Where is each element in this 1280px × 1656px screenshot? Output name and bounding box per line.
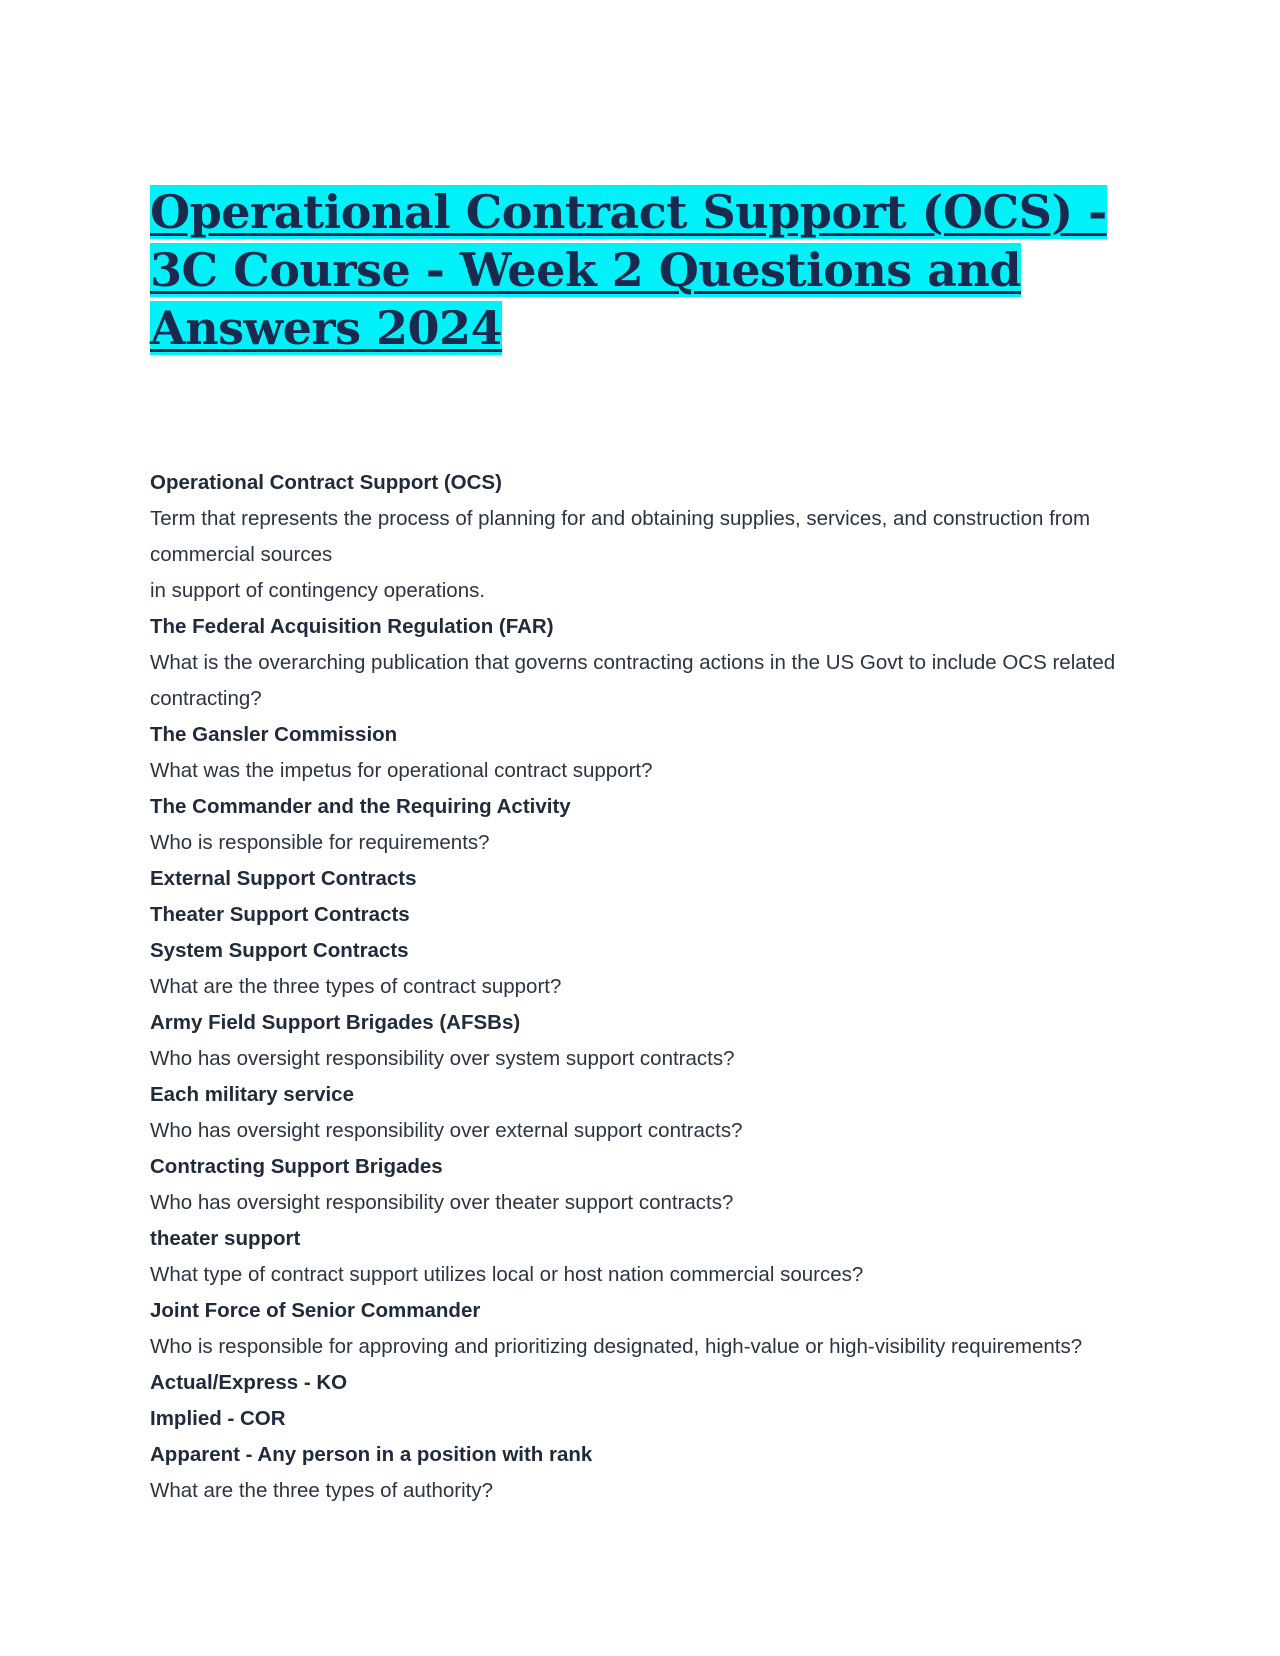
qa-list <box>150 465 1150 1509</box>
answer-line: Each military service <box>150 1083 354 1106</box>
question-line: Who has oversight responsibility over theater support contracts? <box>150 1191 734 1214</box>
question-line: Who has oversight responsibility over system support contracts? <box>150 1047 735 1070</box>
answer-line: Joint Force of Senior Commander <box>150 1299 481 1322</box>
question-line: What was the impetus for operational contract support? <box>150 759 653 782</box>
question-line: What are the three types of authority? <box>150 1479 493 1502</box>
document-title <box>150 183 1130 357</box>
answer-line: theater support <box>150 1227 301 1250</box>
document-page <box>150 183 1130 357</box>
answer-line: Theater Support Contracts <box>150 903 410 926</box>
answer-line: Actual/Express - KO <box>150 1371 348 1394</box>
answer-line: Implied - COR <box>150 1407 286 1430</box>
answer-line: The Gansler Commission <box>150 723 398 746</box>
question-line: What are the three types of contract support? <box>150 975 562 998</box>
question-line: in support of contingency operations. <box>150 579 486 602</box>
question-line: Term that represents the process of planning for and obtaining supplies, services, and construction from commercial sources <box>150 507 1091 566</box>
document-title-text: Operational Contract Support (OCS) - 3C Course - Week 2 Questions and Answers 2024 <box>150 185 1107 355</box>
question-line: What is the overarching publication that governs contracting actions in the US Govt to include OCS related contracting? <box>150 651 1116 710</box>
answer-line: Contracting Support Brigades <box>150 1155 443 1178</box>
question-line: Who has oversight responsibility over external support contracts? <box>150 1119 743 1142</box>
question-line: Who is responsible for requirements? <box>150 831 490 854</box>
answer-line: The Commander and the Requiring Activity <box>150 795 571 818</box>
question-line: Who is responsible for approving and prioritizing designated, high-value or high-visibility requirements? <box>150 1335 1083 1358</box>
question-line: What type of contract support utilizes local or host nation commercial sources? <box>150 1263 864 1286</box>
answer-line: External Support Contracts <box>150 867 417 890</box>
answer-line: System Support Contracts <box>150 939 409 962</box>
answer-line: Operational Contract Support (OCS) <box>150 471 502 494</box>
answer-line: Army Field Support Brigades (AFSBs) <box>150 1011 521 1034</box>
answer-line: Apparent - Any person in a position with rank <box>150 1443 593 1466</box>
answer-line: The Federal Acquisition Regulation (FAR) <box>150 615 554 638</box>
